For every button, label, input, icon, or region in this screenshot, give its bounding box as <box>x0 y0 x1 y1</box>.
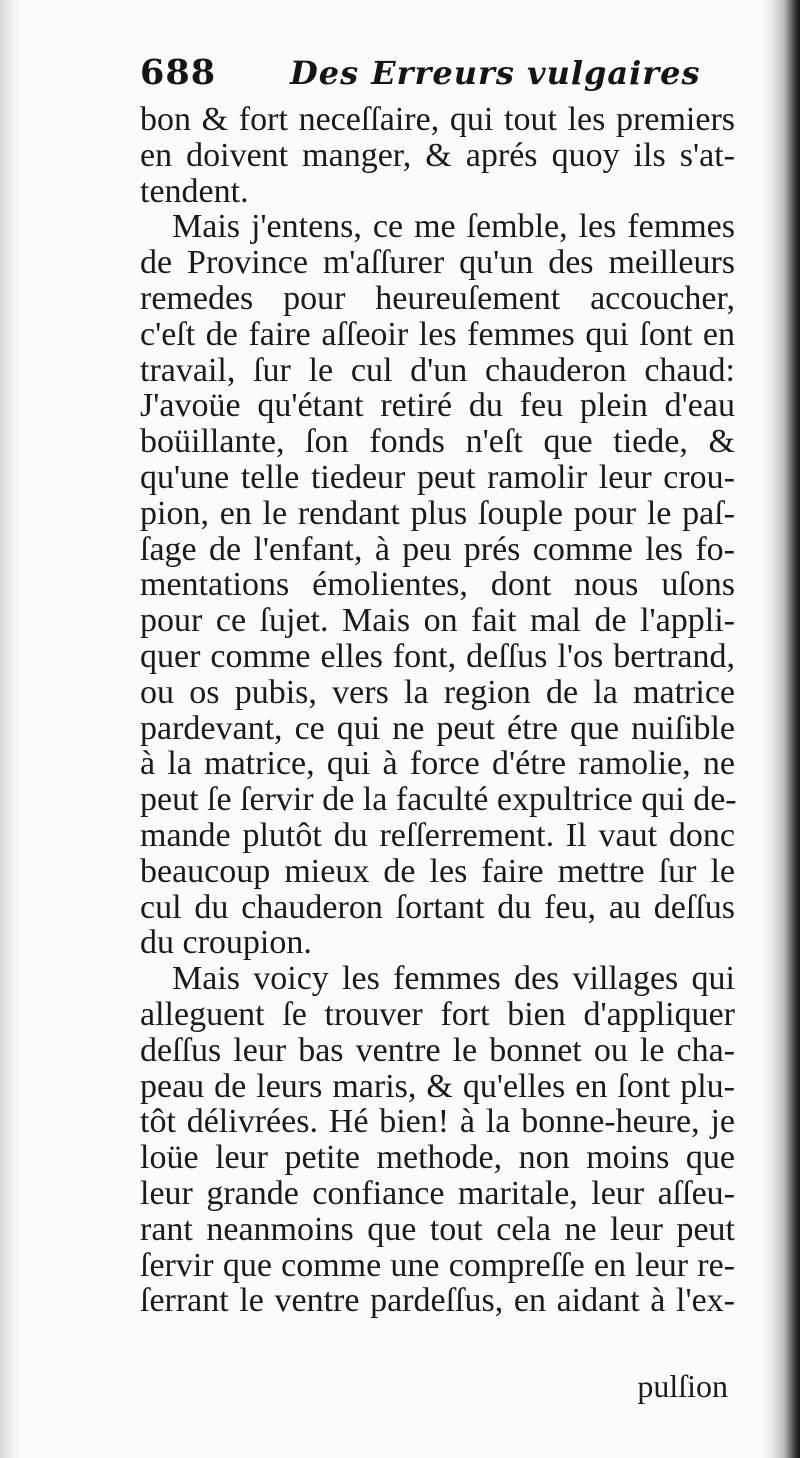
text-line: peut ſe ſervir de la faculté expultrice qui de- <box>140 781 737 819</box>
text-line: alleguent ſe trouver fort bien d'appliquer <box>140 995 735 1033</box>
text-line: c'eſt de faire aſſeoir les femmes qui ſont en <box>140 315 735 353</box>
text-line: qu'une telle tiedeur peut ramolir leur crou- <box>140 458 735 496</box>
text-line: ou os pubis, vers la region de la matrice <box>140 673 735 711</box>
text-line: bon & fort neceſſaire, qui tout les premiers <box>140 101 735 138</box>
page-header <box>140 46 740 98</box>
text-line: ſervir que comme une compreſſe en leur re- <box>140 1246 735 1284</box>
running-title: Des Erreurs vulgaires <box>290 54 701 92</box>
paragraph-first-line: Mais voicy les femmes des villages qui <box>172 960 735 998</box>
text-line: boüillante, ſon fonds n'eſt que tiede, & <box>140 423 735 461</box>
body-text <box>140 102 735 1319</box>
text-line: tendent. <box>140 172 249 210</box>
text-line: du croupion. <box>140 924 312 962</box>
text-line: ſerrant le ventre pardeſſus, en aidant à l'ex- <box>140 1282 735 1320</box>
text-line: peau de leurs maris, & qu'elles en ſont plu- <box>140 1067 735 1105</box>
text-line: à la matrice, qui à force d'étre ramolie, ne <box>140 745 735 783</box>
text-line: en doivent manger, & aprés quoy ils s'at- <box>140 136 735 174</box>
text-line: mentations émolientes, dont nous uſons <box>140 566 735 604</box>
text-line: leur grande confiance maritale, leur aſſeu- <box>140 1174 735 1212</box>
text-line: J'avoüe qu'étant retiré du feu plein d'eau <box>140 387 735 425</box>
text-line: de Province m'aſſurer qu'un des meilleurs <box>140 244 735 282</box>
text-line: rant neanmoins que tout cela ne leur peut <box>140 1210 735 1248</box>
text-line: travail, ſur le cul d'un chauderon chaud: <box>140 351 735 389</box>
text-line: tôt délivrées. Hé bien! à la bonne-heure, je <box>140 1103 735 1141</box>
catchword: pulſion <box>637 1368 728 1404</box>
paragraph-first-line: Mais j'entens, ce me ſemble, les femmes <box>172 208 735 246</box>
text-line: mande plutôt du reſſerrement. Il vaut donc <box>140 816 735 854</box>
text-line: pion, en le rendant plus ſouple pour le paſ- <box>140 494 735 532</box>
text-line: pardevant, ce qui ne peut étre que nuiſible <box>140 709 735 747</box>
text-line: pour ce ſujet. Mais on fait mal de l'appli- <box>140 602 735 640</box>
text-line: quer comme elles font, deſſus l'os bertrand, <box>140 637 735 675</box>
text-line: loüe leur petite methode, non moins que <box>140 1139 735 1177</box>
text-line: cul du chauderon ſortant du feu, au deſſus <box>140 888 735 926</box>
text-line: beaucoup mieux de les faire mettre ſur le <box>140 852 735 890</box>
text-line: ſage de l'enfant, à peu prés comme les fo- <box>140 530 735 568</box>
binding-gutter <box>760 0 800 1458</box>
text-line: deſſus leur bas ventre le bonnet ou le cha- <box>140 1031 735 1069</box>
page-number: 688 <box>140 52 217 93</box>
text-line: remedes pour heureuſement accoucher, <box>140 279 735 317</box>
